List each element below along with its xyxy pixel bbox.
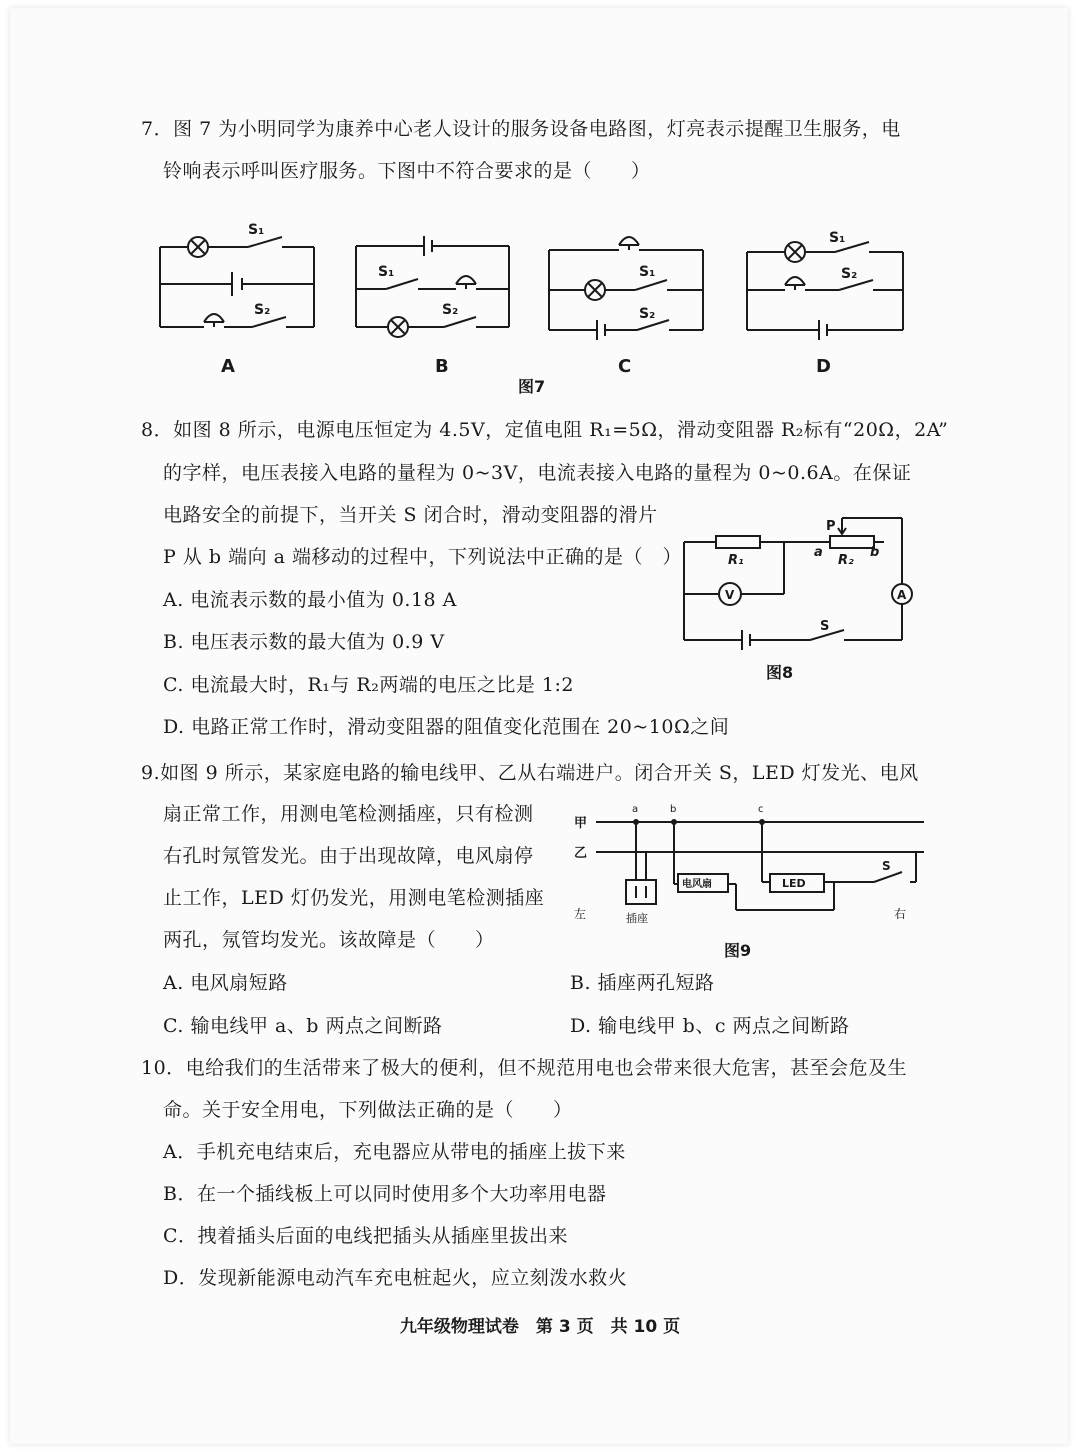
fig8-voltmeter-label: V [725, 588, 735, 602]
fig7d-s1-label: S₁ [829, 230, 846, 246]
fig7-circuit-a [160, 222, 320, 332]
q10-text-line1: 10．电给我们的生活带来了极大的便利，但不规范用电也会带来很大危害，甚至会危及生 [141, 1057, 908, 1079]
q7-text-line1: 7．图 7 为小明同学为康养中心老人设计的服务设备电路图，灯亮表示提醒卫生服务，电 [141, 118, 901, 140]
q8-option-d: D. 电路正常工作时，滑动变阻器的阻值变化范围在 20~10Ω之间 [163, 716, 730, 738]
fig7b-s2-label: S₂ [442, 302, 459, 318]
q10-option-a: A．手机充电结束后，充电器应从带电的插座上拔下来 [163, 1141, 626, 1163]
q9-text-line3: 右孔时氖管发光。由于出现故障，电风扇停 [163, 845, 534, 867]
fig9-yi-label: 乙 [574, 846, 588, 861]
fig7c-s1-label: S₁ [639, 264, 656, 280]
page-footer: 九年级物理试卷 第 3 页 共 10 页 [399, 1317, 681, 1337]
q8-text-line2: 的字样，电压表接入电路的量程为 0~3V，电流表接入电路的量程为 0~0.6A。在保证 [163, 462, 912, 484]
fig7c-s2-label: S₂ [639, 306, 656, 322]
fig8-caption: 图8 [766, 663, 794, 682]
fig8-circuit [684, 512, 924, 652]
fig9-b-label: b [670, 804, 677, 815]
fig7-option-c-label: C [618, 356, 632, 377]
fig9-socket-label: 插座 [626, 912, 648, 925]
fig8-p-label: P [826, 519, 836, 534]
fig7-circuit-b [356, 234, 516, 334]
fig8-ammeter-label: A [897, 588, 907, 602]
fig8-r1-label: R₁ [728, 553, 744, 568]
q8-text-line3: 电路安全的前提下，当开关 S 闭合时，滑动变阻器的滑片 [163, 504, 658, 526]
q8-text-line4: P 从 b 端向 a 端移动的过程中，下列说法中正确的是（ ） [163, 546, 682, 568]
q8-text-line1: 8．如图 8 所示，电源电压恒定为 4.5V，定值电阻 R₁=5Ω，滑动变阻器 R₂标有“20Ω，2A” [141, 419, 949, 441]
q8-option-a: A. 电流表示数的最小值为 0.18 A [163, 589, 457, 611]
q10-option-d: D．发现新能源电动汽车充电桩起火，应立刻泼水救火 [163, 1267, 628, 1289]
fig7a-s2-label: S₂ [254, 302, 271, 318]
q9-option-b: B. 插座两孔短路 [570, 972, 715, 994]
fig9-jia-label: 甲 [574, 816, 588, 831]
fig9-fan-label: 电风扇 [682, 879, 712, 890]
q8-option-c: C. 电流最大时，R₁与 R₂两端的电压之比是 1:2 [163, 674, 574, 696]
fig8-s-label: S [820, 619, 830, 634]
q9-text-line1: 9.如图 9 所示，某家庭电路的输电线甲、乙从右端进户。闭合开关 S，LED 灯发光、电风 [141, 762, 919, 784]
q10-text-line2: 命。关于安全用电，下列做法正确的是（ ） [163, 1099, 573, 1121]
q9-text-line2: 扇正常工作，用测电笔检测插座，只有检测 [163, 803, 534, 825]
q10-option-b: B．在一个插线板上可以同时使用多个大功率用电器 [163, 1183, 607, 1205]
q9-option-d: D. 输电线甲 b、c 两点之间断路 [570, 1015, 850, 1037]
q10-option-c: C．拽着插头后面的电线把插头从插座里拔出来 [163, 1225, 569, 1247]
fig9-circuit [574, 800, 934, 930]
fig9-left-label: 左 [574, 907, 587, 921]
q9-option-a: A. 电风扇短路 [163, 972, 288, 994]
fig7-option-a-label: A [221, 356, 235, 377]
q9-text-line5: 两孔，氖管均发光。该故障是（ ） [163, 929, 495, 951]
fig9-caption: 图9 [724, 941, 752, 960]
fig7d-s2-label: S₂ [841, 266, 858, 282]
q9-option-c: C. 输电线甲 a、b 两点之间断路 [163, 1015, 443, 1037]
fig8-r2-label: R₂ [838, 553, 854, 568]
q7-text-line2: 铃响表示呼叫医疗服务。下图中不符合要求的是（ ） [163, 160, 651, 182]
fig7-option-b-label: B [435, 356, 449, 377]
fig8-b-label: b [870, 545, 880, 560]
fig9-right-label: 右 [894, 907, 907, 921]
fig7-circuit-d [747, 228, 907, 338]
fig9-s-label: S [882, 859, 891, 873]
fig9-a-label: a [632, 804, 639, 815]
fig7a-s1-label: S₁ [248, 222, 265, 238]
q9-text-line4: 止工作，LED 灯仍发光，用测电笔检测插座 [163, 887, 545, 909]
fig7-circuit-c [549, 234, 709, 338]
q8-option-b: B. 电压表示数的最大值为 0.9 V [163, 631, 445, 653]
fig8-a-label: a [814, 545, 823, 560]
fig7-caption: 图7 [518, 377, 546, 396]
fig9-c-label: c [758, 804, 764, 815]
fig9-led-label: LED [782, 877, 806, 890]
fig7-option-d-label: D [816, 356, 831, 377]
fig7b-s1-label: S₁ [378, 264, 395, 280]
